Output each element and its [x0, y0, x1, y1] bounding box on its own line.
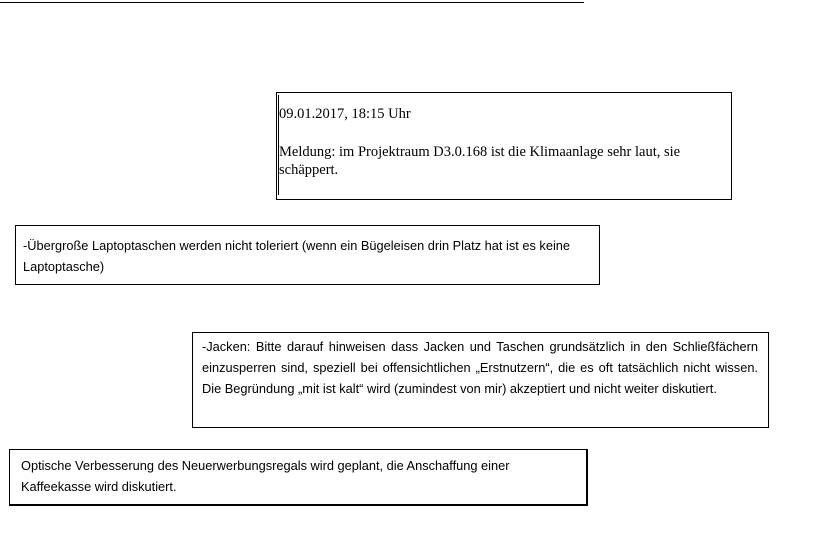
timestamp-note-box	[276, 92, 732, 200]
laptop-bag-note-box	[15, 225, 600, 285]
laptop-bag-note-text: -Übergroße Laptoptaschen werden nicht toleriert (wenn ein Bügeleisen drin Platz hat ist es keine Laptoptasche)	[23, 238, 571, 274]
shelf-note-box	[9, 449, 588, 506]
note-date-time: 09.01.2017, 18:15 Uhr	[279, 106, 411, 122]
jackets-note-text: -Jacken: Bitte darauf hinweisen dass Jacken und Taschen grundsätzlich in den Schließfächern einzusperren sind, speziell bei offensichtlichen „Erstnutzern“, die es oft tatsächlich nicht wissen. Die Begründung „mit ist kalt“ wird (zumindest von mir) akzeptiert und nicht weiter diskutiert.	[202, 339, 758, 396]
shelf-note-text: Optische Verbesserung des Neuerwerbungsregals wird geplant, die Anschaffung einer Kaffeekasse wird diskutiert.	[21, 458, 510, 494]
jackets-note-box	[192, 332, 769, 428]
top-divider-line	[0, 2, 584, 3]
note-message: Meldung: im Projektraum D3.0.168 ist die Klimaanlage sehr laut, sie schäppert.	[279, 144, 681, 178]
